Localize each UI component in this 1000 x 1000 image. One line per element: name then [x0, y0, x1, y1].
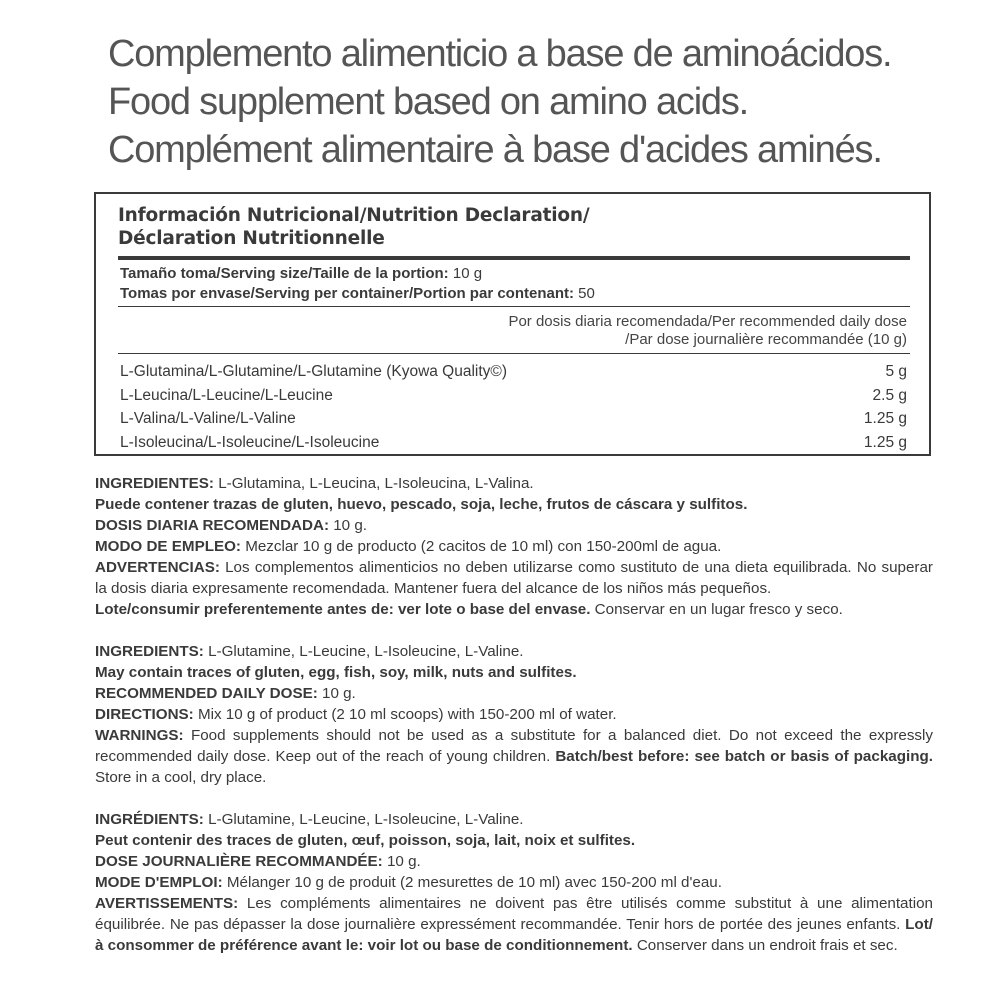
- usage-label: MODO DE EMPLEO:: [95, 538, 241, 555]
- warnings-label: WARNINGS:: [95, 727, 184, 744]
- table-row: [120, 431, 907, 455]
- headline-french: Complément alimentaire à base d'acides aminés.: [108, 129, 882, 171]
- usage-text: Mezclar 10 g de producto (2 cacitos de 10 ml) con 150-200ml de agua.: [240, 538, 722, 555]
- ingredients-line: [95, 809, 933, 830]
- table-row: [120, 360, 907, 384]
- divider: [118, 306, 910, 307]
- warnings-line: [95, 557, 933, 599]
- nutrient-name: L-Glutamina/L-Glutamine/L-Glutamine (Kyowa Quality©): [120, 363, 508, 380]
- dose-label: DOSIS DIARIA RECOMENDADA:: [95, 517, 330, 534]
- allergens-text: Peut contenir des traces de gluten, œuf, poisson, soja, lait, noix et sulfites.: [95, 832, 636, 849]
- usage-line: [95, 536, 933, 557]
- dose-text: 10 g.: [329, 517, 368, 534]
- nutrient-name: L-Valina/L-Valine/L-Valine: [120, 410, 296, 427]
- usage-line: [95, 872, 933, 893]
- serving-info: [120, 264, 595, 304]
- nutrient-name: L-Leucina/L-Leucine/L-Leucine: [120, 386, 333, 404]
- headline-spanish: Complemento alimenticio a base de aminoácidos.: [108, 33, 892, 75]
- french-section: [95, 809, 933, 956]
- nutrient-name: L-Isoleucina/L-Isoleucine/L-Isoleucine: [120, 433, 380, 451]
- allergens-text: Puede contener trazas de gluten, huevo, pescado, soja, leche, frutos de cáscara y sulfitos.: [95, 496, 748, 513]
- thick-divider: [118, 256, 910, 260]
- servings-value: 50: [573, 285, 595, 302]
- warnings-label: ADVERTENCIAS:: [95, 559, 220, 576]
- dose-text: 10 g.: [317, 685, 356, 702]
- spanish-section: [95, 473, 933, 620]
- usage-line: [95, 704, 933, 725]
- nutrition-table: [94, 192, 931, 456]
- warnings-text: Les compléments alimentaires ne doivent pas être utilisés comme substitut à une alimentation équilibrée. Ne pas dépasser la dose journalière expressément recommandée. Tenir hors de portée des jeunes enfants.: [95, 895, 933, 933]
- dose-header-line2: /Par dose journalière recommandée (10 g): [625, 330, 907, 348]
- allergens-line: [95, 662, 933, 683]
- product-headlines: [108, 30, 988, 174]
- ingredients-line: [95, 473, 933, 494]
- storage-text: Conserver dans un endroit frais et sec.: [632, 937, 898, 954]
- usage-text: Mélanger 10 g de produit (2 mesurettes de 10 ml) avec 150-200 ml d'eau.: [222, 874, 722, 891]
- nutrition-title-line1: Información Nutricional/Nutrition Declaration/: [118, 205, 590, 226]
- divider: [118, 353, 910, 354]
- dose-label: RECOMMENDED DAILY DOSE:: [95, 685, 318, 702]
- dose-line: [95, 515, 933, 536]
- usage-label: MODE D'EMPLOI:: [95, 874, 223, 891]
- batch-label: Lot/à consommer de préférence avant le: voir lot ou base de conditionnement.: [95, 916, 933, 954]
- nutrient-value: 1.25 g: [863, 410, 907, 427]
- dose-line: [95, 683, 933, 704]
- warnings-text: Food supplements should not be used as a substitute for a balanced diet. Do not exceed the expressly recommended daily dose. Keep out of the reach of young children.: [95, 727, 933, 765]
- table-row: [120, 384, 907, 408]
- nutrient-value: 5 g: [885, 363, 907, 380]
- english-section: [95, 641, 933, 788]
- storage-text: Store in a cool, dry place.: [95, 769, 267, 786]
- allergens-line: [95, 830, 933, 851]
- servings-line: [120, 284, 595, 304]
- ingredients-label: INGREDIENTS:: [95, 643, 204, 660]
- warnings-line: [95, 725, 933, 788]
- dose-line: [95, 851, 933, 872]
- ingredients-label: INGRÉDIENTS:: [95, 811, 204, 828]
- dose-label: DOSE JOURNALIÈRE RECOMMANDÉE:: [95, 853, 383, 870]
- table-row: [120, 407, 907, 431]
- dose-text: 10 g.: [382, 853, 421, 870]
- ingredients-line: [95, 641, 933, 662]
- ingredients-label: INGREDIENTES:: [95, 475, 214, 492]
- serving-size-label: Tamaño toma/Serving size/Taille de la portion:: [120, 265, 449, 282]
- usage-label: DIRECTIONS:: [95, 706, 194, 723]
- headline-english: Food supplement based on amino acids.: [108, 81, 749, 123]
- nutrition-title-line2: Déclaration Nutritionnelle: [118, 228, 385, 249]
- warnings-line: [95, 893, 933, 956]
- warnings-text: Los complementos alimenticios no deben utilizarse como sustituto de una dieta equilibrada. No superar la dosis diaria expresamente recomendada. Mantener fuera del alcance de los niños más pequeños.: [95, 559, 933, 597]
- serving-size-value: 10 g: [448, 265, 483, 282]
- dose-header-line1: Por dosis diaria recomendada/Per recommended daily dose: [508, 313, 907, 330]
- warnings-label: AVERTISSEMENTS:: [95, 895, 239, 912]
- allergens-text: May contain traces of gluten, egg, fish, soy, milk, nuts and sulfites.: [95, 664, 577, 681]
- nutrient-value: 2.5 g: [872, 386, 907, 404]
- batch-label: Lote/consumir preferentemente antes de: ver lote o base del envase.: [95, 601, 591, 618]
- nutrient-rows: [120, 360, 907, 454]
- servings-label: Tomas por envase/Serving per container/Portion par contenant:: [120, 285, 574, 302]
- ingredients-text: L-Glutamina, L-Leucina, L-Isoleucina, L-Valina.: [213, 475, 534, 492]
- storage-text: Conservar en un lugar fresco y seco.: [590, 601, 843, 618]
- serving-size-line: [120, 264, 595, 284]
- ingredients-text: L-Glutamine, L-Leucine, L-Isoleucine, L-Valine.: [203, 643, 524, 660]
- batch-line: [95, 599, 933, 620]
- dose-header: [508, 313, 907, 348]
- usage-text: Mix 10 g of product (2 10 ml scoops) with 150-200 ml of water.: [193, 706, 617, 723]
- ingredients-text: L-Glutamine, L-Leucine, L-Isoleucine, L-Valine.: [203, 811, 524, 828]
- nutrition-title: [118, 204, 589, 250]
- allergens-line: [95, 494, 933, 515]
- batch-label: Batch/best before: see batch or basis of packaging.: [550, 748, 933, 765]
- nutrient-value: 1.25 g: [863, 433, 907, 451]
